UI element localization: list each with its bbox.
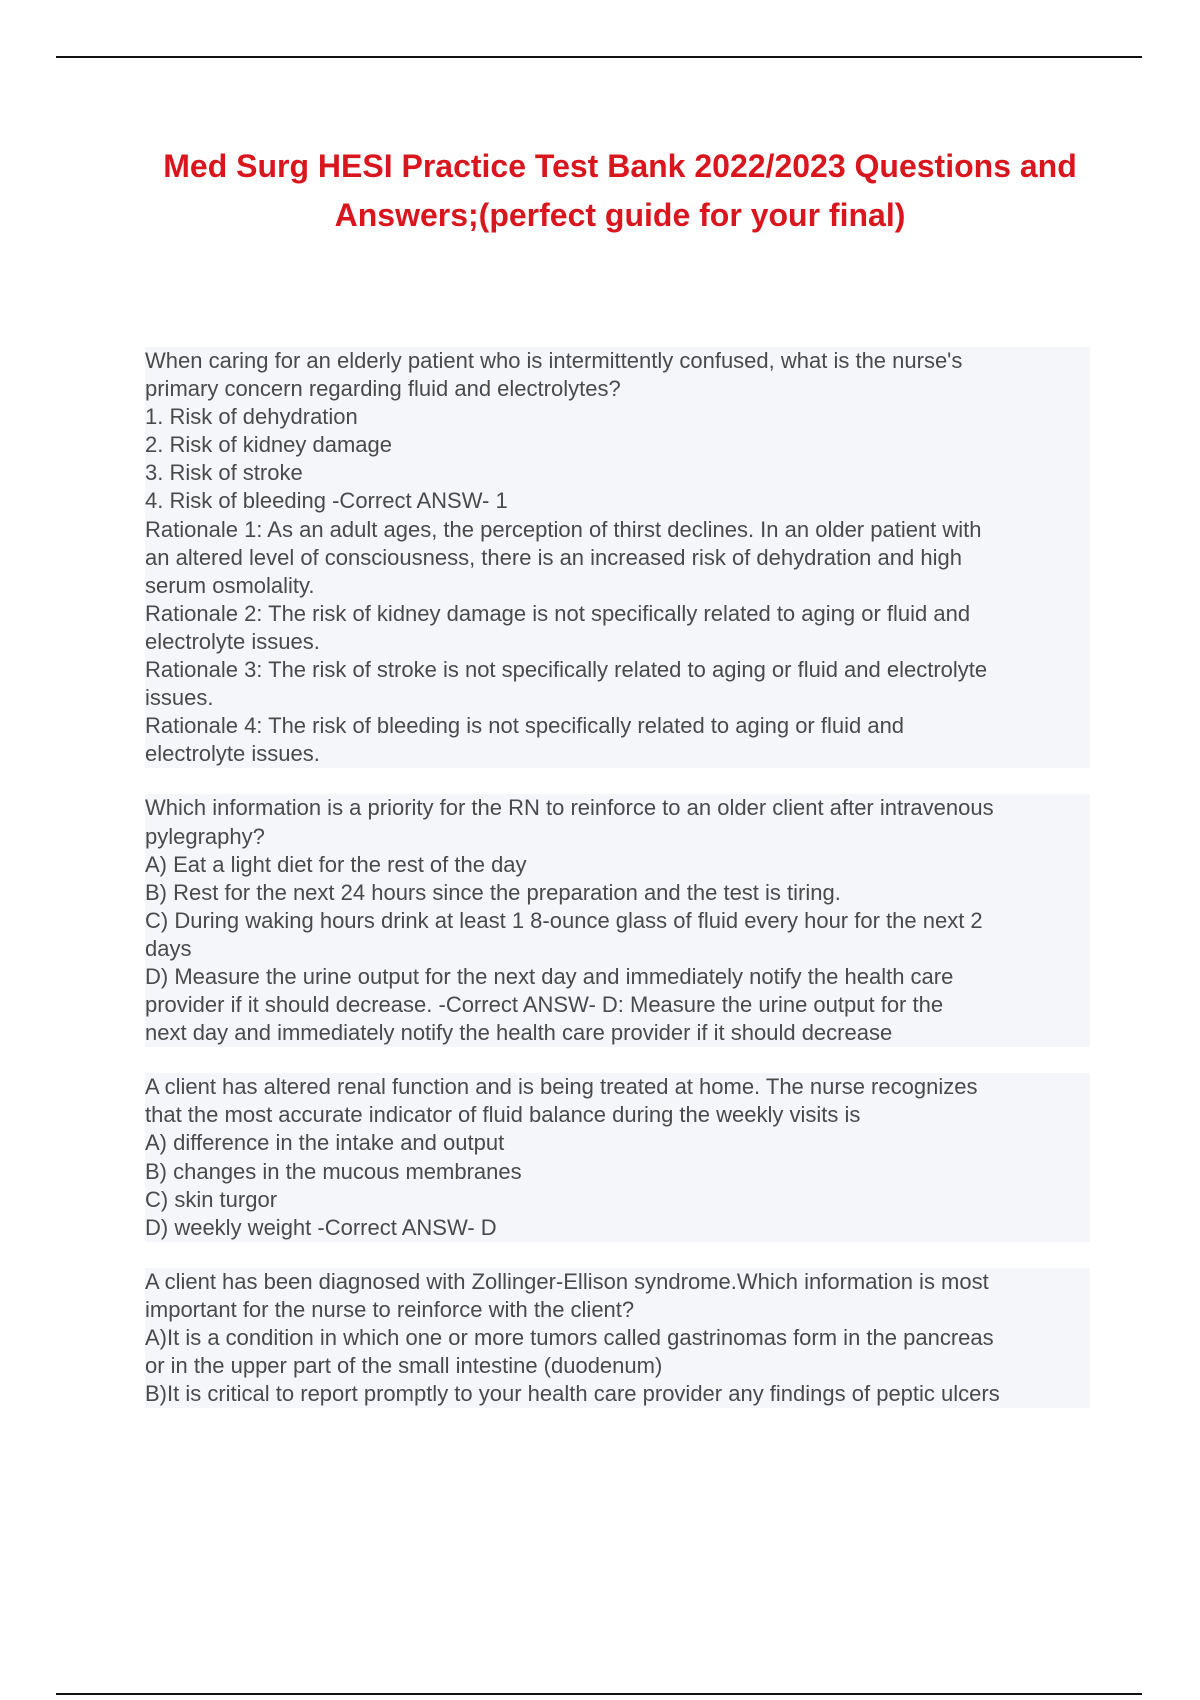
text-line: A client has altered renal function and is being treated at home. The nurse recognizes xyxy=(145,1074,978,1100)
text-line: 3. Risk of stroke xyxy=(145,460,303,486)
text-line: B) changes in the mucous membranes xyxy=(145,1158,522,1184)
text-line: provider if it should decrease. -Correct ANSW- D: Measure the urine output for the xyxy=(145,992,944,1018)
text-line: primary concern regarding fluid and electrolytes? xyxy=(145,376,621,402)
question-block-3 xyxy=(145,1073,1090,1242)
title-line-2: Answers;(perfect guide for your final) xyxy=(334,197,906,233)
document-title xyxy=(100,142,1140,240)
text-line: 4. Risk of bleeding -Correct ANSW- 1 xyxy=(145,488,508,514)
title-line-1: Med Surg HESI Practice Test Bank 2022/2023 Questions and xyxy=(163,148,1077,184)
text-line: A) difference in the intake and output xyxy=(145,1130,505,1156)
text-line: issues. xyxy=(145,685,214,711)
text-line: next day and immediately notify the health care provider if it should decrease xyxy=(145,1020,893,1046)
text-line: Rationale 4: The risk of bleeding is not specifically related to aging or fluid and xyxy=(145,713,905,739)
text-line: When caring for an elderly patient who is intermittently confused, what is the nurse's xyxy=(145,348,963,373)
text-line: 2. Risk of kidney damage xyxy=(145,432,393,458)
text-line: electrolyte issues. xyxy=(145,741,320,767)
text-line: an altered level of consciousness, there is an increased risk of dehydration and high xyxy=(145,544,962,570)
text-line: A) Eat a light diet for the rest of the day xyxy=(145,851,527,877)
text-line: electrolyte issues. xyxy=(145,628,320,654)
text-line: Rationale 1: As an adult ages, the perception of thirst declines. In an older patient with xyxy=(145,516,982,542)
text-line: Rationale 2: The risk of kidney damage is not specifically related to aging or fluid and xyxy=(145,600,971,626)
text-line: D) Measure the urine output for the next day and immediately notify the health care xyxy=(145,963,954,989)
text-line: that the most accurate indicator of fluid balance during the weekly visits is xyxy=(145,1102,861,1128)
question-block-1 xyxy=(145,347,1090,768)
text-line: pylegraphy? xyxy=(145,823,265,849)
text-line: Which information is a priority for the RN to reinforce to an older client after intravenous xyxy=(145,795,994,821)
text-line: Rationale 3: The risk of stroke is not specifically related to aging or fluid and electrolyte xyxy=(145,657,988,683)
text-line: C) During waking hours drink at least 1 8-ounce glass of fluid every hour for the next 2 xyxy=(145,907,983,933)
question-list xyxy=(145,347,1090,1434)
text-line: important for the nurse to reinforce with the client? xyxy=(145,1296,635,1322)
text-line: B)It is critical to report promptly to your health care provider any findings of peptic ulcers xyxy=(145,1381,1000,1407)
text-line: B) Rest for the next 24 hours since the preparation and the test is tiring. xyxy=(145,879,841,905)
text-line: serum osmolality. xyxy=(145,572,315,598)
bottom-rule xyxy=(56,1693,1142,1695)
text-line: days xyxy=(145,935,192,961)
question-block-2 xyxy=(145,794,1090,1047)
text-line: A)It is a condition in which one or more tumors called gastrinomas form in the pancreas xyxy=(145,1325,994,1350)
text-line: or in the upper part of the small intestine (duodenum) xyxy=(145,1353,663,1379)
question-block-4 xyxy=(145,1268,1090,1408)
text-line: C) skin turgor xyxy=(145,1186,278,1212)
text-line: A client has been diagnosed with Zollinger-Ellison syndrome.Which information is most xyxy=(145,1268,989,1294)
top-rule xyxy=(56,56,1142,58)
text-line: 1. Risk of dehydration xyxy=(145,404,358,430)
text-line: D) weekly weight -Correct ANSW- D xyxy=(145,1214,497,1240)
